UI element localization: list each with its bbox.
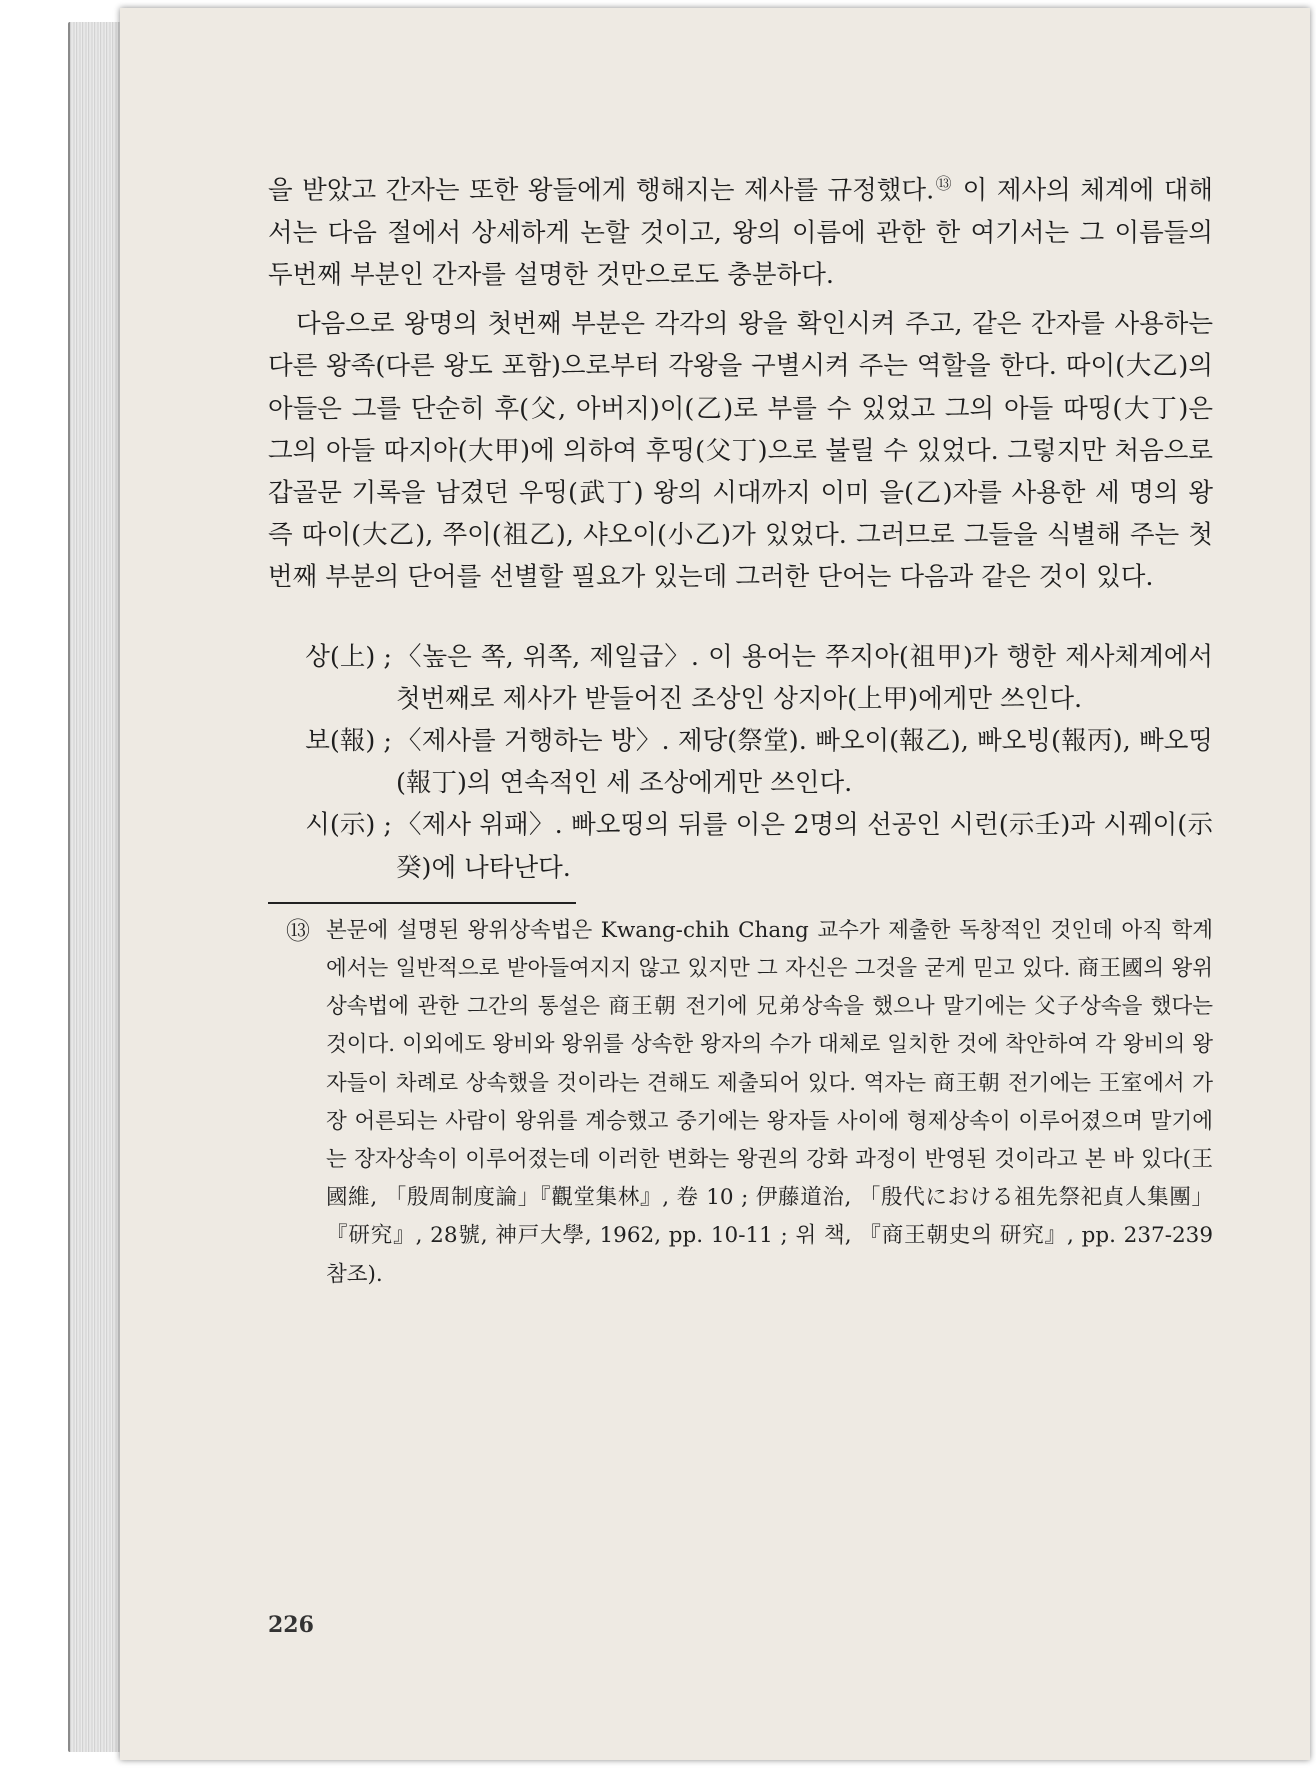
definition-term: 보(報) ; [305,725,392,756]
definition-body: 〈제사 위패〉. 빠오띵의 뒤를 이은 2명의 선공인 시런(示壬)과 시꿰이(示癸)에 나타난다. [396,810,1213,883]
page-number: 226 [268,1612,314,1638]
definition-item [268,636,1213,720]
paragraph-2: 다음으로 왕명의 첫번째 부분은 각각의 왕을 확인시켜 주고, 같은 간자를 사용하는 다른 왕족(다른 왕도 포함)으로부터 각왕을 구별시켜 주는 역할을 한다. 따이(大乙)의 아들은 그를 단순히 후(父, 아버지)이(乙)로 부를 수 있었고 그의 아들 따띵(大丁)은 그의 아들 따지아(大甲)에 의하여 후띵(父丁)으로 불릴 수 있었다. 그렇지만 처음으로 갑골문 기록을 남겼던 우띵(武丁) 왕의 시대까지 이미 을(乙)자를 사용한 세 명의 왕 즉 따이(大乙), 쭈이(祖乙), 샤오이(小乙)가 있었다. 그러므로 그들을 식별해 주는 첫번째 부분의 단어를 선별할 필요가 있는데 그러한 단어는 다음과 같은 것이 있다. [268,309,1213,593]
paragraph-1 [268,163,1213,296]
footnote-text: 본문에 설명된 왕위상속법은 Kwang-chih Chang 교수가 제출한 독창적인 것인데 아직 학계에서는 일반적으로 받아들여지지 않고 있지만 그 자신은 그것을 굳게 믿고 있다. 商王國의 왕위 상속법에 관한 그간의 통설은 商王朝 전기에 兄弟상속을 했으나 말기에는 父子상속을 했다는 것이다. 이외에도 왕비와 왕위를 상속한 왕자의 수가 대체로 일치한 것에 착안하여 각 왕비의 왕자들이 차례로 상속했을 것이라는 견해도 제출되어 있다. 역자는 商王朝 전기에는 王室에서 가장 어른되는 사람이 왕위를 계승했고 중기에는 왕자들 사이에 형제상속이 이루어졌으며 말기에는 장자상속이 이루어졌는데 이러한 변화는 왕권의 강화 과정이 반영된 것이라고 본 바 있다(王國維, 「殷周制度論」『觀堂集林』, 卷 10 ; 伊藤道治, 「殷代における祖先祭祀貞人集團」『研究』, 28號, 神戸大學, 1962, pp. 10-11 ; 위 책, 『商王朝史의 研究』, pp. 237-239 참조). [326,917,1213,1287]
definition-body: 〈제사를 거행하는 방〉. 제당(祭堂). 빠오이(報乙), 빠오빙(報丙), 빠오띵(報丁)의 연속적인 세 조상에게만 쓰인다. [396,725,1213,799]
footnote-reference: ⑬ [934,174,954,193]
definition-item [268,720,1213,804]
footnote-marker: ⑬ [286,916,310,945]
page-content [268,163,1213,1294]
definition-item [268,804,1213,888]
paragraph-1-text-cont: 이 제사의 체계에 대해서는 다음 절에서 상세하게 논할 것이고, 왕의 이름에 관한 한 여기서는 그 이름들의 두번째 부분인 간자를 설명한 것만으로도 충분하다. [268,175,1213,290]
paragraph-1-text: 을 받았고 간자는 또한 왕들에게 행해지는 제사를 규정했다. [268,175,935,206]
footnote-divider [268,902,576,904]
definition-list [268,636,1213,889]
definition-body: 〈높은 쪽, 위쪽, 제일급〉. 이 용어는 쭈지아(祖甲)가 행한 제사체계에서 첫번째로 제사가 받들어진 조상인 상지아(上甲)에게만 쓰인다. [396,641,1213,714]
definition-term: 시(示) ; [305,810,392,841]
footnote [268,912,1213,1294]
book-page [120,8,1310,1760]
definition-term: 상(上) ; [305,641,392,672]
